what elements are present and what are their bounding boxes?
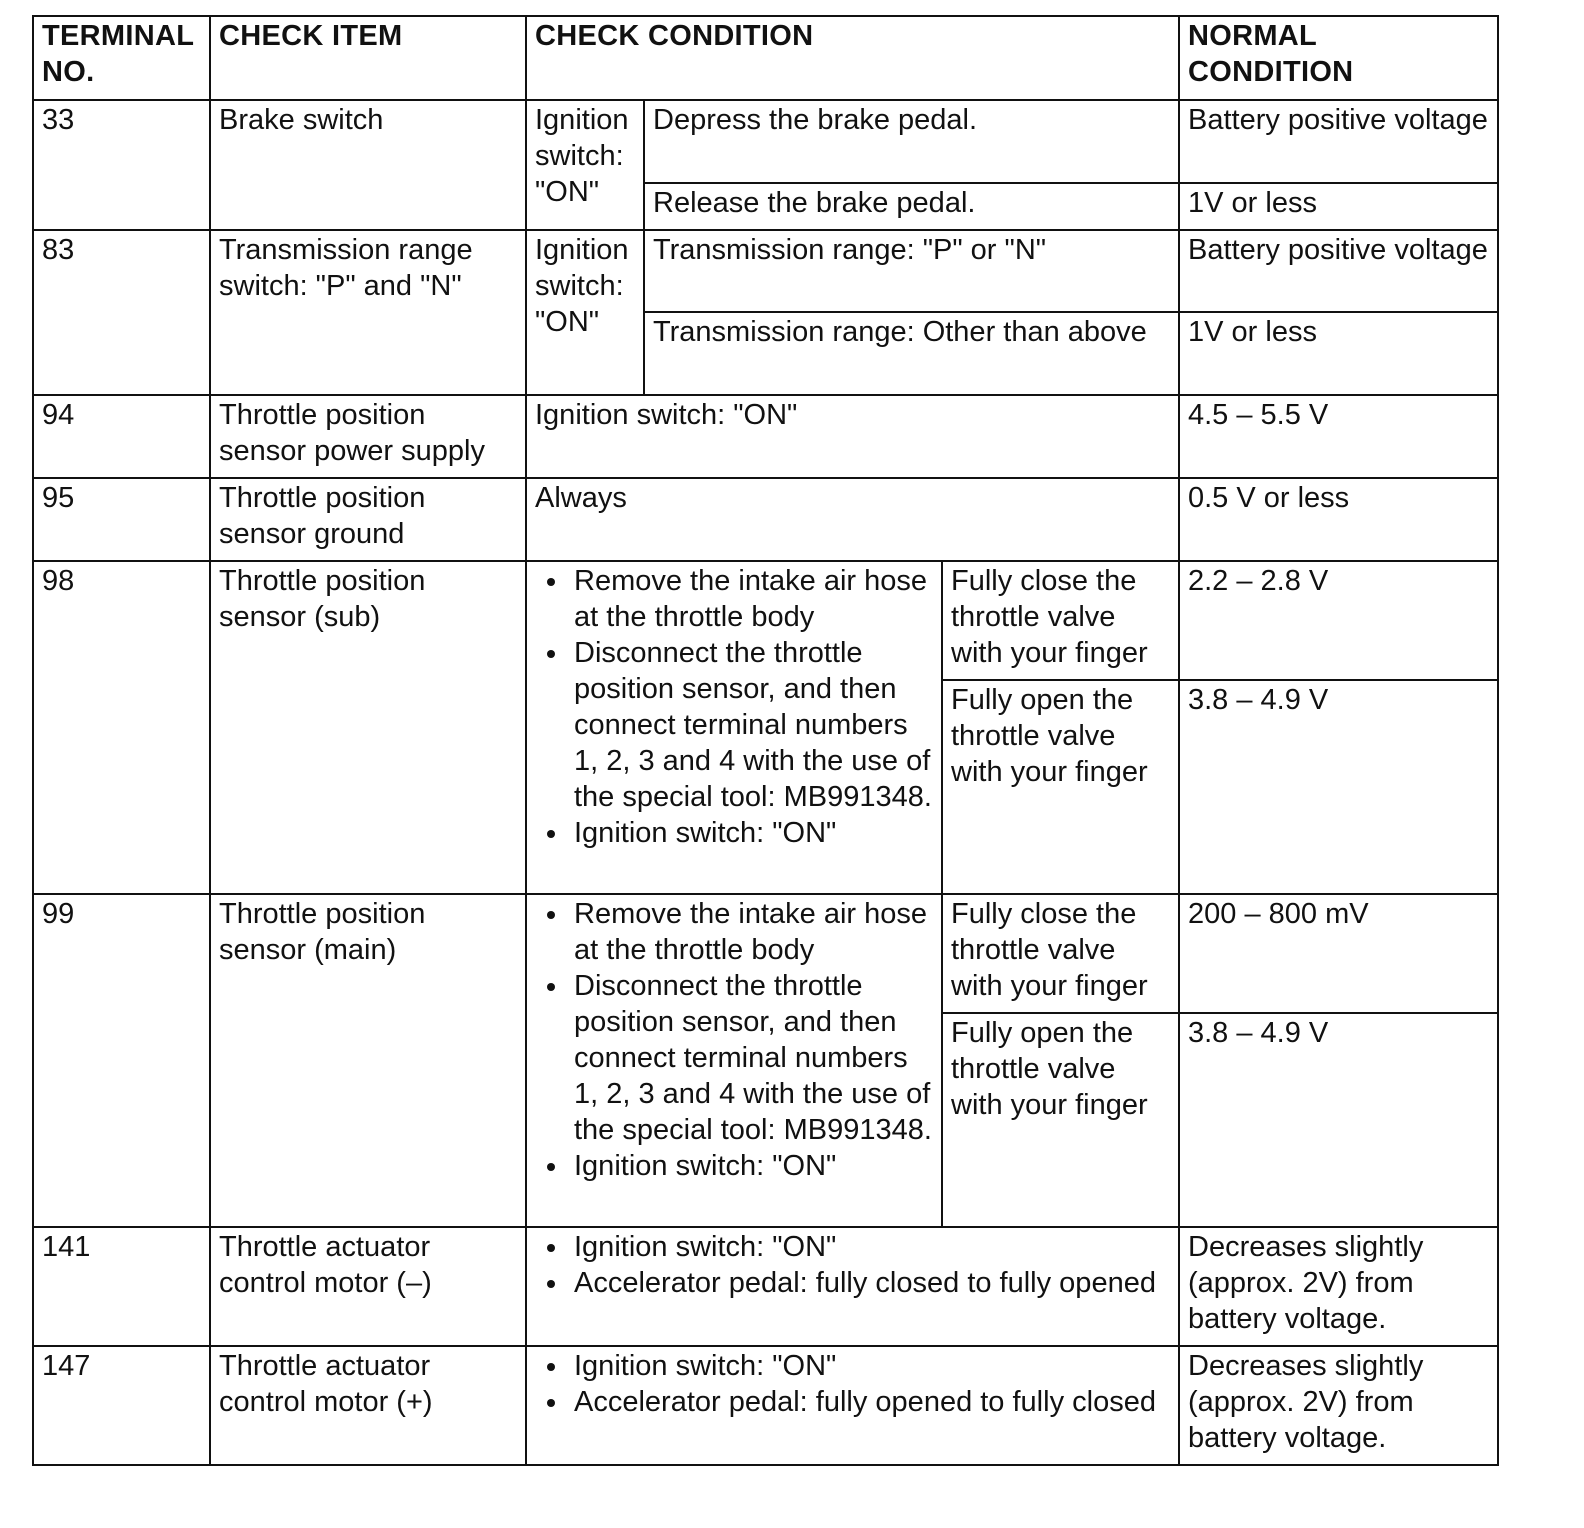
table-row: [33, 100, 1498, 183]
normal-condition: 1V or less: [1179, 312, 1498, 395]
header-check-item: CHECK ITEM: [210, 16, 526, 100]
normal-condition: Battery positive voltage: [1179, 100, 1498, 183]
bullet-list: [535, 563, 933, 851]
list-item: Ignition switch: "ON": [535, 1148, 933, 1184]
terminal-number: 99: [33, 894, 210, 1227]
list-item: Ignition switch: "ON": [535, 1348, 1170, 1384]
sub-condition: Transmission range: "P" or "N": [644, 230, 1179, 312]
terminal-number: 141: [33, 1227, 210, 1346]
condition-label: Ignition switch: "ON": [526, 230, 644, 395]
header-check-condition: CHECK CONDITION: [526, 16, 1179, 100]
terminal-number: 147: [33, 1346, 210, 1465]
table-row: [33, 561, 1498, 680]
terminal-number: 83: [33, 230, 210, 395]
table-row: [33, 1227, 1498, 1346]
terminal-check-table: [32, 15, 1499, 1466]
normal-condition: 1V or less: [1179, 183, 1498, 230]
check-item: Brake switch: [210, 100, 526, 230]
bullet-list: [535, 896, 933, 1184]
normal-condition: Decreases slightly (approx. 2V) from battery voltage.: [1179, 1346, 1498, 1465]
normal-condition: 200 – 800 mV: [1179, 894, 1498, 1013]
check-item: Throttle position sensor ground: [210, 478, 526, 561]
check-condition-steps: [526, 1346, 1179, 1465]
sub-condition: Depress the brake pedal.: [644, 100, 1179, 183]
check-item: Throttle position sensor (sub): [210, 561, 526, 894]
header-normal-condition: NORMAL CONDITION: [1179, 16, 1498, 100]
check-condition: Always: [526, 478, 1179, 561]
normal-condition: 3.8 – 4.9 V: [1179, 680, 1498, 894]
check-condition-steps: [526, 1227, 1179, 1346]
sub-condition: Fully close the throttle valve with your finger: [942, 894, 1179, 1013]
sub-condition: Fully open the throttle valve with your finger: [942, 1013, 1179, 1227]
terminal-number: 98: [33, 561, 210, 894]
bullet-list: [535, 1348, 1170, 1420]
check-item: Transmission range switch: "P" and "N": [210, 230, 526, 395]
list-item: Disconnect the throttle position sensor, and then connect terminal numbers 1, 2, 3 and 4 with the use of the special tool: MB991348.: [535, 968, 933, 1148]
normal-condition: Battery positive voltage: [1179, 230, 1498, 312]
header-row: [33, 16, 1498, 100]
terminal-number: 94: [33, 395, 210, 478]
check-condition-steps: [526, 894, 942, 1227]
list-item: Accelerator pedal: fully opened to fully closed: [535, 1384, 1170, 1420]
list-item: Remove the intake air hose at the throttle body: [535, 563, 933, 635]
normal-condition: 3.8 – 4.9 V: [1179, 1013, 1498, 1227]
sub-condition: Transmission range: Other than above: [644, 312, 1179, 395]
check-condition: Ignition switch: "ON": [526, 395, 1179, 478]
condition-label: Ignition switch: "ON": [526, 100, 644, 230]
table-row: [33, 395, 1498, 478]
normal-condition: 4.5 – 5.5 V: [1179, 395, 1498, 478]
list-item: Ignition switch: "ON": [535, 1229, 1170, 1265]
sub-condition: Release the brake pedal.: [644, 183, 1179, 230]
list-item: Disconnect the throttle position sensor, and then connect terminal numbers 1, 2, 3 and 4 with the use of the special tool: MB991348.: [535, 635, 933, 815]
list-item: Accelerator pedal: fully closed to fully opened: [535, 1265, 1170, 1301]
normal-condition: 2.2 – 2.8 V: [1179, 561, 1498, 680]
check-condition-steps: [526, 561, 942, 894]
terminal-number: 95: [33, 478, 210, 561]
normal-condition: 0.5 V or less: [1179, 478, 1498, 561]
check-item: Throttle position sensor power supply: [210, 395, 526, 478]
normal-condition: Decreases slightly (approx. 2V) from battery voltage.: [1179, 1227, 1498, 1346]
table-row: [33, 230, 1498, 312]
sub-condition: Fully close the throttle valve with your finger: [942, 561, 1179, 680]
check-item: Throttle actuator control motor (+): [210, 1346, 526, 1465]
bullet-list: [535, 1229, 1170, 1301]
table-row: [33, 1346, 1498, 1465]
sub-condition: Fully open the throttle valve with your finger: [942, 680, 1179, 894]
table-row: [33, 478, 1498, 561]
table-row: [33, 894, 1498, 1013]
check-item: Throttle actuator control motor (–): [210, 1227, 526, 1346]
check-item: Throttle position sensor (main): [210, 894, 526, 1227]
list-item: Remove the intake air hose at the throttle body: [535, 896, 933, 968]
terminal-number: 33: [33, 100, 210, 230]
header-terminal-no: TERMINAL NO.: [33, 16, 210, 100]
list-item: Ignition switch: "ON": [535, 815, 933, 851]
